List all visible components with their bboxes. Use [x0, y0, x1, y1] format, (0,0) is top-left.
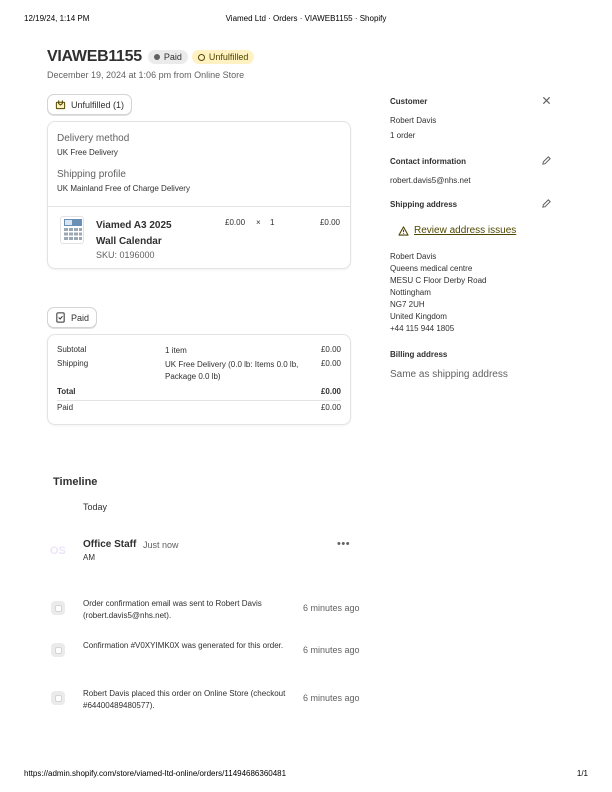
receipt-check-icon [55, 312, 66, 323]
address-postcode: NG7 2UH [390, 300, 425, 309]
print-page-number: 1/1 [576, 769, 588, 778]
timeline-event-time[interactable]: 6 minutes ago [303, 603, 360, 613]
event-marker-icon [51, 691, 65, 705]
close-icon[interactable] [542, 96, 551, 105]
timeline-event-text: Robert Davis placed this order on Online Store (checkout #64400489480577). [83, 689, 286, 710]
paid-status-label: Paid [71, 312, 90, 323]
review-address-link[interactable]: Review address issues [414, 225, 517, 236]
avatar: OS [50, 545, 66, 557]
warning-icon [398, 226, 409, 236]
multiply-sign: × [256, 218, 261, 227]
timeline-event-text: Order confirmation email was sent to Robert Davis (robert.davis5@nhs.net). [83, 599, 262, 620]
package-icon [55, 99, 66, 110]
payment-divider [57, 400, 341, 401]
comment-body: AM [83, 553, 95, 562]
review-address-issues[interactable] [398, 225, 516, 236]
customer-name[interactable]: Robert Davis [390, 116, 437, 125]
total-label: Total [57, 387, 76, 396]
subtotal-amount: £0.00 [320, 345, 341, 354]
paid-label: Paid [57, 403, 74, 412]
shipping-label: Shipping [57, 359, 89, 368]
timeline-event-time[interactable]: 6 minutes ago [303, 645, 360, 655]
address-name: Robert Davis [390, 252, 437, 261]
comment-time: Just now [143, 540, 179, 550]
shipping-amount: £0.00 [320, 359, 341, 368]
delivery-method-value: UK Free Delivery [57, 148, 118, 157]
contact-title: Contact information [390, 157, 466, 166]
fulfillment-card [47, 121, 351, 269]
print-datetime: 12/19/24, 1:14 PM [24, 14, 90, 23]
product-name-line1: Viamed A3 2025 [96, 220, 172, 231]
comment-author: Office Staff [83, 539, 137, 550]
shipping-profile-label: Shipping profile [57, 169, 126, 180]
delivery-method-label: Delivery method [57, 133, 130, 144]
event-marker-icon [51, 601, 65, 615]
shipping-detail: UK Free Delivery (0.0 lb: Items 0.0 lb, Package 0.0 lb) [165, 360, 299, 381]
customer-orders[interactable]: 1 order [390, 131, 416, 140]
subtotal-detail: 1 item [165, 346, 187, 355]
subtotal-label: Subtotal [57, 345, 87, 354]
timeline-event-text: Confirmation #V0XYIMK0X was generated for this order. [83, 641, 284, 650]
customer-title: Customer [390, 97, 428, 106]
ring-icon [198, 54, 205, 61]
timeline-title: Timeline [53, 476, 98, 488]
product-line-total: £0.00 [319, 218, 340, 227]
shipping-address-title: Shipping address [390, 200, 458, 209]
unfulfilled-status-label: Unfulfilled (1) [71, 99, 125, 110]
total-amount: £0.00 [320, 387, 341, 396]
timeline-date-today: Today [83, 502, 108, 512]
order-number: VIAWEB1155 [47, 48, 142, 65]
more-actions-icon[interactable]: ••• [337, 538, 351, 550]
order-date: December 19, 2024 at 1:06 pm from Online Store [47, 70, 245, 80]
fulfillment-status-label: Unfulfilled [208, 52, 249, 62]
address-line1: Queens medical centre [390, 264, 473, 273]
unfulfilled-status-button[interactable] [47, 94, 132, 115]
billing-address-title: Billing address [390, 350, 448, 359]
print-footer [24, 769, 588, 778]
print-url: https://admin.shopify.com/store/viamed-ltd-online/orders/11494686360481 [24, 769, 287, 778]
product-price: £0.00 [225, 218, 246, 227]
shipping-address-block [390, 251, 486, 335]
timeline-event-time[interactable]: 6 minutes ago [303, 693, 360, 703]
payment-card [47, 334, 351, 425]
product-name[interactable] [96, 218, 206, 250]
address-line2: MESU C Floor Derby Road [390, 276, 487, 285]
event-marker-icon [51, 643, 65, 657]
billing-address-value: Same as shipping address [390, 369, 508, 380]
calendar-image-icon [61, 217, 84, 244]
edit-pencil-icon[interactable] [541, 198, 552, 209]
contact-email[interactable]: robert.davis5@nhs.net [390, 176, 471, 185]
address-country: United Kingdom [390, 312, 447, 321]
paid-amount: £0.00 [320, 403, 341, 412]
order-header [47, 48, 258, 66]
line-item-row [48, 206, 350, 268]
edit-pencil-icon[interactable] [541, 155, 552, 166]
payment-status-badge [148, 50, 188, 64]
shipping-profile-value: UK Mainland Free of Charge Delivery [57, 184, 190, 193]
fulfillment-status-badge [192, 50, 255, 64]
print-page-title: Viamed Ltd · Orders · VIAWEB1155 · Shopify [225, 14, 387, 23]
paid-status-button[interactable] [47, 307, 97, 328]
product-sku: SKU: 0196000 [96, 250, 155, 260]
product-quantity: 1 [270, 218, 275, 227]
product-thumbnail[interactable] [60, 216, 84, 244]
address-city: Nottingham [390, 288, 431, 297]
address-phone[interactable]: +44 115 944 1805 [390, 324, 455, 333]
product-name-line2: Wall Calendar [96, 236, 162, 247]
dot-icon [154, 54, 160, 60]
payment-status-label: Paid [163, 52, 182, 62]
